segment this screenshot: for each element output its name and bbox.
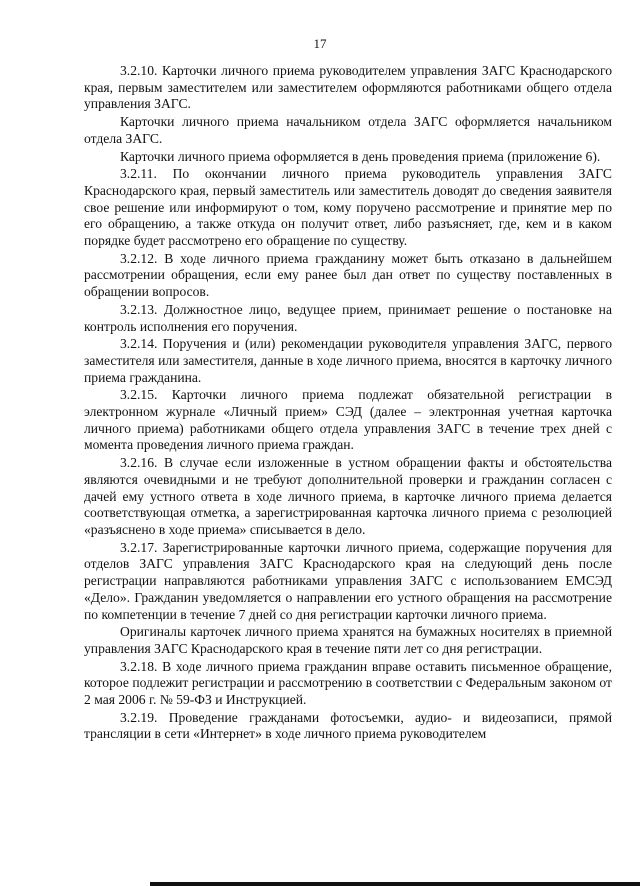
document-body	[84, 63, 612, 744]
paragraph-originals-storage: Оригиналы карточек личного приема хранятся на бумажных носителях в приемной управления ЗАГС Краснодарского края в течение пяти лет со дня регистрации.	[84, 624, 612, 656]
scan-bottom-edge	[150, 882, 640, 886]
paragraph-3-2-11: 3.2.11. По окончании личного приема руководитель управления ЗАГС Краснодарского края, первый заместитель или заместитель доводят до сведения заявителя свое решение или информируют о том, кому поручено рассмотрение и принятие мер по его обращению, а также откуда он получит ответ, либо разъясняет, где, кем и в каком порядке будет рассмотрено его обращение по существу.	[84, 166, 612, 249]
paragraph-card-issue-day: Карточки личного приема оформляется в день проведения приема (приложение 6).	[120, 148, 601, 164]
paragraph-department-head-cards: Карточки личного приема начальником отдела ЗАГС оформляется начальником отдела ЗАГС.	[84, 114, 612, 146]
paragraph-3-2-10: 3.2.10. Карточки личного приема руководителем управления ЗАГС Краснодарского края, первым заместителем или заместителем оформляются работниками общего отдела управления ЗАГС.	[84, 63, 612, 112]
paragraph-3-2-13: 3.2.13. Должностное лицо, ведущее прием, принимает решение о постановке на контроль исполнения его поручения.	[84, 301, 612, 334]
paragraph-3-2-17: 3.2.17. Зарегистрированные карточки личного приема, содержащие поручения для отделов ЗАГС управления ЗАГС Краснодарского края на следующий день после регистрации направляются работниками управления ЗАГС с использованием ЕМСЭД «Дело». Гражданин уведомляется о направлении его устного обращения на рассмотрение по компетенции в течение 7 дней со дня регистрации карточки личного приема.	[84, 539, 612, 622]
paragraph-3-2-12: 3.2.12. В ходе личного приема гражданину может быть отказано в дальнейшем рассмотрении обращения, если ему ранее был дан ответ по существу поставленных в обращении вопросов.	[84, 250, 612, 300]
paragraph-3-2-14: 3.2.14. Поручения и (или) рекомендации руководителя управления ЗАГС, первого заместителя или заместителя, данные в ходе личного приема, вносятся в карточку личного приема гражданина.	[84, 336, 612, 385]
paragraph-3-2-19: 3.2.19. Проведение гражданами фотосъемки, аудио- и видеозаписи, прямой трансляции в сети «Интернет» в ходе личного приема руководителем	[84, 709, 612, 742]
page-number: 17	[313, 36, 327, 51]
paragraph-3-2-16: 3.2.16. В случае если изложенные в устном обращении факты и обстоятельства являются очевидными и не требуют дополнительной проверки и гражданин согласен с дачей ему устного ответа в ходе личного приема, в карточке личного приема делается соответствующая отметка, а зарегистрированная карточка личного приема с резолюцией «разъяснено в ходе приема» списывается в дело.	[84, 455, 612, 537]
paragraph-3-2-15: 3.2.15. Карточки личного приема подлежат обязательной регистрации в электронном журнале «Личный прием» СЭД (далее – электронная учетная карточка личного приема) работниками общего отдела управления ЗАГС в течение трех дней с момента проведения личного приема граждан.	[84, 387, 612, 453]
paragraph-3-2-18: 3.2.18. В ходе личного приема гражданин вправе оставить письменное обращение, которое подлежит регистрации и рассмотрению в соответствии с Федеральным законом от 2 мая 2006 г. № 59-ФЗ и Инструкцией.	[84, 658, 612, 708]
